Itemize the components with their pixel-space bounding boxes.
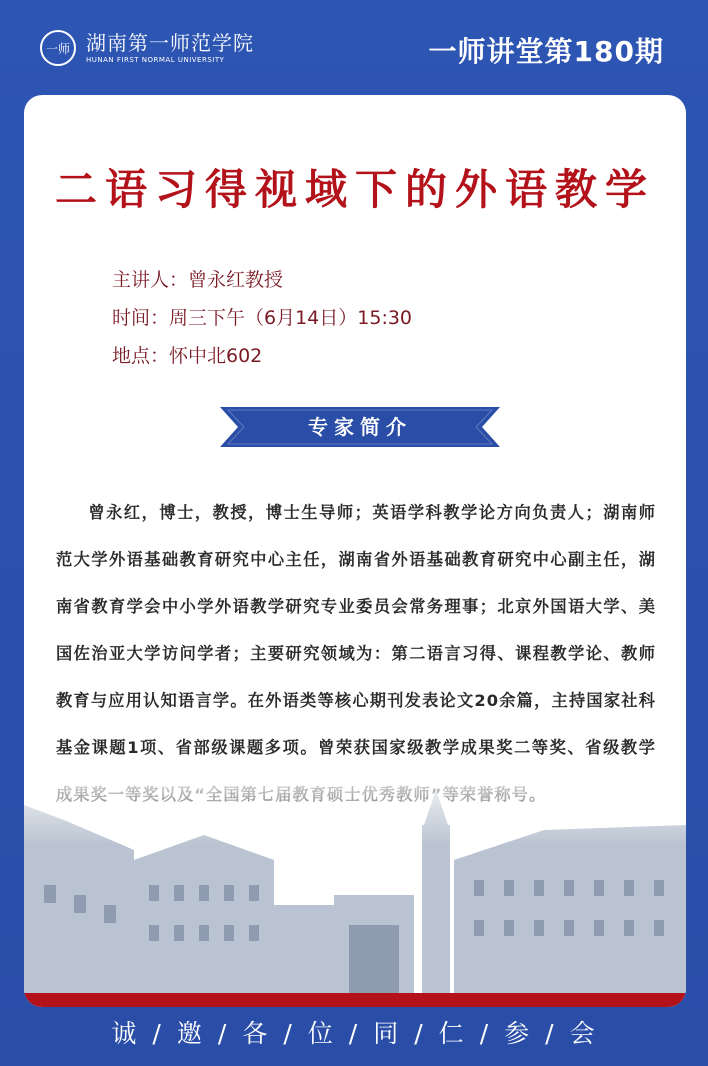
header (0, 0, 708, 95)
lecture-title: 二语习得视域下的外语教学 (54, 165, 655, 214)
content-card (24, 95, 686, 1007)
invitation-word: 各 (242, 1019, 270, 1048)
invitation-word: 诚 (111, 1019, 139, 1048)
expert-bio: 曾永红，博士，教授，博士生导师；英语学科教学论方向负责人；湖南师范大学外语基础教育研究中心主任，湖南省外语基础教育研究中心副主任，湖南省教育学会中小学外语教学研究专业委员会常务理事；北京外国语大学、美国佐治亚大学访问学者；主要研究领域为：第二语言习得、课程教学论、教师教育与应用认知语言学。在外语类等核心期刊发表论文20余篇，主持国家社科基金课题1项、省部级课题多项。曾荣获国家级教学成果奖二等奖、省级教学 (56, 503, 656, 757)
campus-buildings-image (24, 765, 686, 995)
invitation-separator: / (545, 1019, 556, 1048)
lecture-series-title: 一师讲堂第180期 (428, 35, 664, 68)
invitation-separator: / (283, 1019, 294, 1048)
time-line: 时间：周三下午（6月14日）15:30 (112, 307, 413, 329)
invitation-word: 参 (504, 1019, 532, 1048)
university-seal-icon: 一师 (40, 30, 76, 66)
invitation-separator: / (348, 1019, 360, 1048)
ribbon-label: 专家简介 (308, 415, 412, 439)
invitation-word: 同 (373, 1019, 401, 1048)
university-logo (40, 30, 254, 66)
invitation-word: 会 (569, 1019, 597, 1048)
intro-ribbon (220, 407, 500, 447)
university-name-en: HUNAN FIRST NORMAL UNIVERSITY (86, 56, 225, 64)
university-name-cn: 湖南第一师范学院 (86, 31, 254, 55)
invitation-separator: / (217, 1019, 229, 1048)
invitation-separator: / (479, 1019, 491, 1048)
invitation-footer (0, 1014, 708, 1050)
invitation-separator: / (414, 1019, 425, 1048)
speaker-line: 主讲人：曾永红教授 (112, 269, 284, 291)
invitation-word: 位 (307, 1019, 335, 1048)
invitation-word: 邀 (176, 1019, 204, 1048)
place-line: 地点：怀中北602 (112, 345, 263, 367)
card-bottom-band (24, 993, 686, 1007)
lecture-info (112, 261, 412, 375)
invitation-separator: / (152, 1019, 163, 1048)
invitation-word: 仁 (438, 1019, 466, 1048)
